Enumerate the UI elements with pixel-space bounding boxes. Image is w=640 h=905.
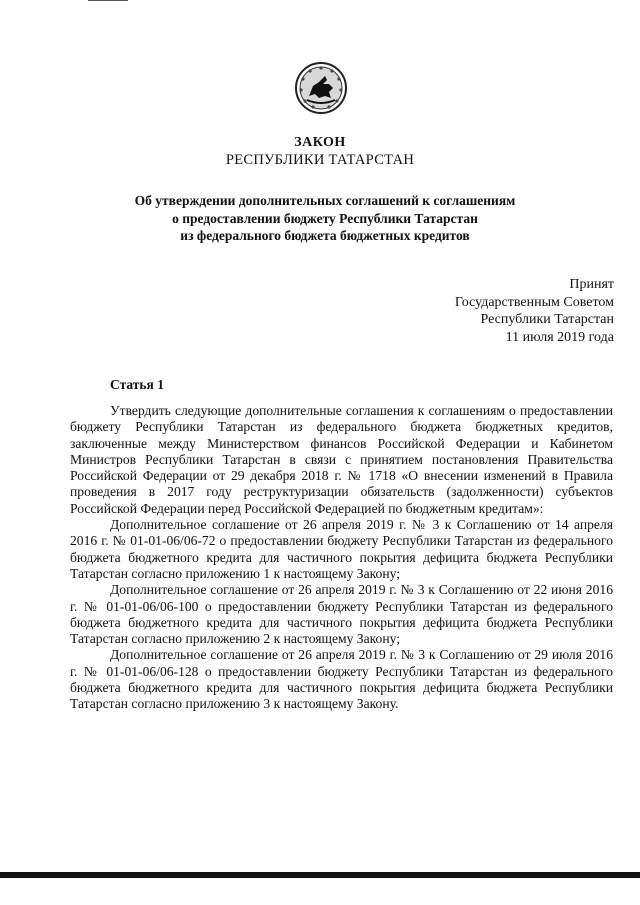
coat-of-arms-tatarstan-icon (295, 62, 347, 114)
subject-line: Об утверждении дополнительных соглашений к соглашениям (134, 193, 516, 208)
adoption-line: Государственным Советом (454, 294, 614, 310)
article-paragraph: Дополнительное соглашение от 26 апреля 2019 г. № 3 к Соглашению от 14 апреля 2016 г. № 01-01-06/06-72 о предоставлении бюджету Республики Татарстан из федерального бюджета бюджетного кредита для частичного покрытия дефицита бюджета Республики Татарстан согласно приложению 1 к настоящему Закону; (70, 517, 613, 581)
law-subject-heading (100, 192, 550, 245)
scan-artifact-top (88, 0, 128, 1)
adoption-block (455, 276, 614, 346)
article-paragraph: Дополнительное соглашение от 26 апреля 2019 г. № 3 к Соглашению от 22 июня 2016 г. № 01-01-06/06-100 о предоставлении бюджету Республики Татарстан из федерального бюджета бюджетного кредита для частичного покрытия дефицита бюджета Республики Татарстан согласно приложению 2 к настоящему Закону; (70, 582, 613, 647)
subject-line: из федерального бюджета бюджетных кредитов (180, 228, 470, 243)
article-paragraph: Дополнительное соглашение от 26 апреля 2019 г. № 3 к Соглашению от 29 июля 2016 г. № 01-01-06/06-128 о предоставлении бюджету Республики Татарстан из федерального бюджета бюджетного кредита для частичного покрытия дефицита бюджета Республики Татарстан согласно приложению 3 к настоящему Закону. (70, 647, 613, 712)
issuer-title: РЕСПУБЛИКИ ТАТАРСТАН (225, 152, 415, 168)
article-paragraph: Утвердить следующие дополнительные соглашения к соглашениям о предоставлении бюджету Республики Татарстан из федерального бюджета бюджетных кредитов, заключенные между Министерством финансов Российской Федерации и Кабинетом Министров Республики Татарстан в связи с принятием постановления Правительства Российской Федерации от 29 декабря 2018 г. № 1718 «О внесении изменений в Правила проведения в 2017 году реструктуризации обязательств (задолженности) субъектов Российской Федерации перед Российской Федерацией по бюджетным кредитам»: (70, 403, 613, 516)
subject-line: о предоставлении бюджету Республики Татарстан (172, 210, 478, 226)
scan-artifact-bottom (0, 872, 640, 878)
article-body (70, 403, 613, 713)
adoption-line: Принят (569, 277, 614, 292)
adoption-date: 11 июля 2019 года (505, 329, 614, 345)
adoption-line: Республики Татарстан (480, 312, 614, 327)
document-type-title: ЗАКОН (294, 135, 346, 150)
article-heading: Статья 1 (110, 377, 164, 392)
